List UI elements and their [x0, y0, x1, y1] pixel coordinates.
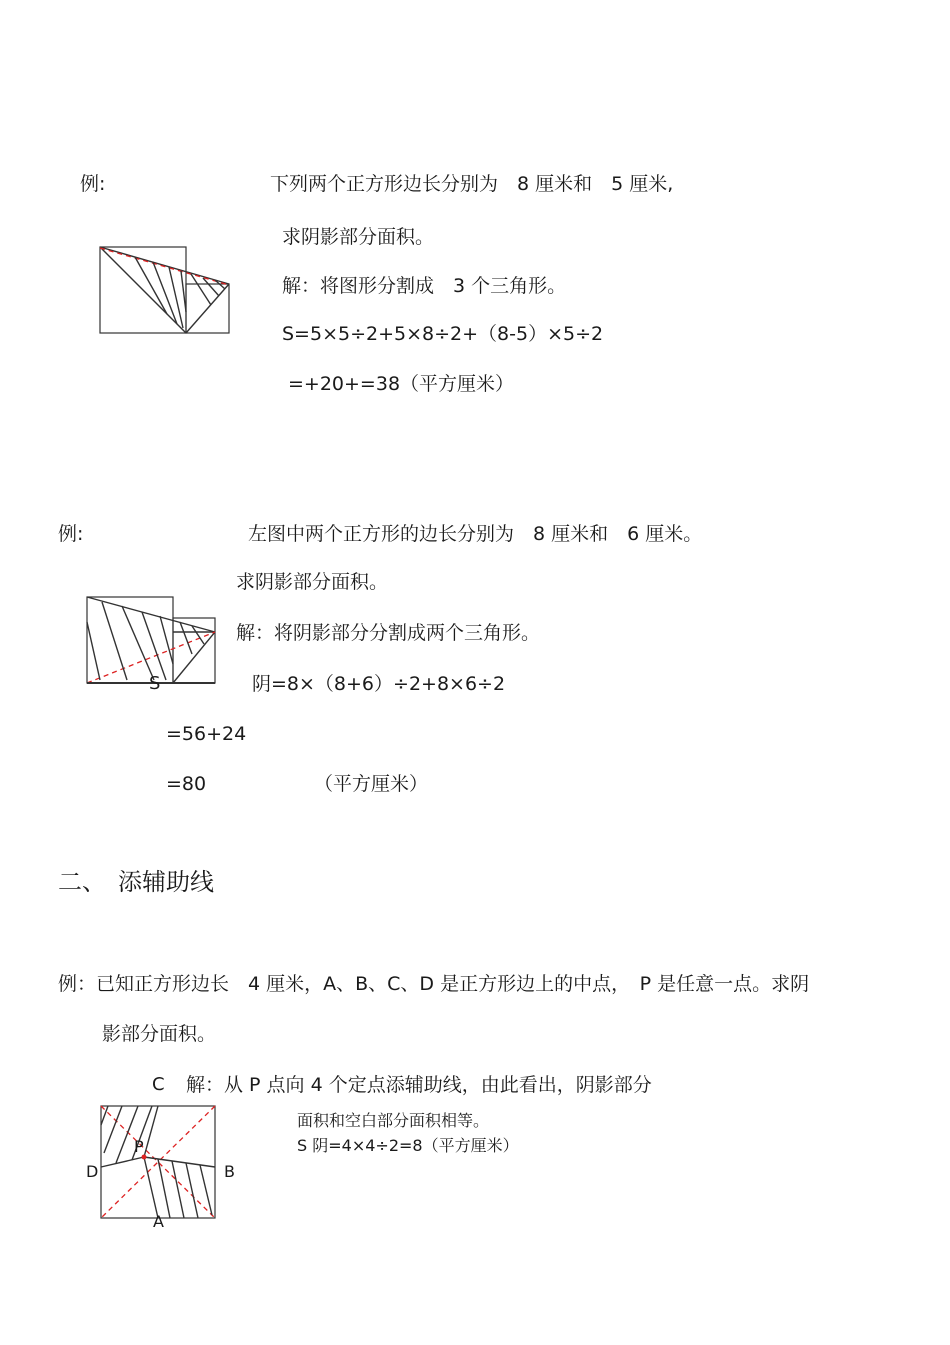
example-2-result-value: =80 — [166, 773, 207, 795]
example-2-solution: 解：将阴影部分分割成两个三角形。 — [236, 622, 541, 644]
example-3-question: 例：已知正方形边长 4 厘米，A、B、C、D 是正方形边上的中点， P 是任意一点。求阴 — [58, 973, 810, 995]
hatch-lines — [135, 257, 225, 328]
example-2-result-unit: （平方厘米） — [314, 773, 429, 795]
example-3-question-cont: 影部分面积。 — [102, 1023, 217, 1045]
example-1-solution: 解：将图形分割成 3 个三角形。 — [282, 275, 567, 297]
example-1-label: 例: — [80, 173, 106, 195]
large-square — [87, 597, 173, 683]
example-1-result: =+20+=38（平方厘米） — [288, 373, 515, 395]
helper-line-pc — [144, 1106, 158, 1157]
figure-label-p: P — [134, 1137, 144, 1156]
figure-label-c: C — [152, 1074, 165, 1095]
triangle-edge — [186, 284, 229, 333]
figure-label-b: B — [224, 1162, 235, 1181]
example-2-question: 左图中两个正方形的边长分别为 8 厘米和 6 厘米。 — [248, 523, 703, 545]
triangle-edge — [173, 632, 215, 683]
example-1-question-cont: 求阴影部分面积。 — [282, 226, 435, 248]
figure-label-d: D — [86, 1162, 99, 1181]
example-2-question-cont: 求阴影部分面积。 — [236, 571, 389, 593]
example-1-figure — [95, 242, 235, 338]
helper-line-pa — [144, 1157, 158, 1218]
figure-label-a: A — [153, 1212, 164, 1231]
example-2-formula: 阴=8×（8+6）÷2+8×6÷2 — [252, 673, 506, 695]
example-1-formula: S=5×5÷2+5×8÷2+（8-5）×5÷2 — [282, 323, 604, 345]
example-3-solution-cont: 面积和空白部分面积相等。 — [297, 1111, 490, 1130]
example-3-result: S 阴=4×4÷2=8（平方厘米） — [297, 1136, 519, 1155]
example-2-step: =56+24 — [166, 723, 247, 745]
example-3-solution: 解：从 P 点向 4 个定点添辅助线，由此看出，阴影部分 — [186, 1074, 652, 1096]
helper-line-pd — [101, 1157, 144, 1167]
figure-label-s: S — [149, 673, 161, 694]
example-1-question: 下列两个正方形边长分别为 8 厘米和 5 厘米, — [270, 173, 674, 195]
example-2-label: 例: — [58, 523, 84, 545]
section-2-title: 二、 添辅助线 — [58, 868, 214, 896]
example-3-figure — [96, 1103, 220, 1223]
